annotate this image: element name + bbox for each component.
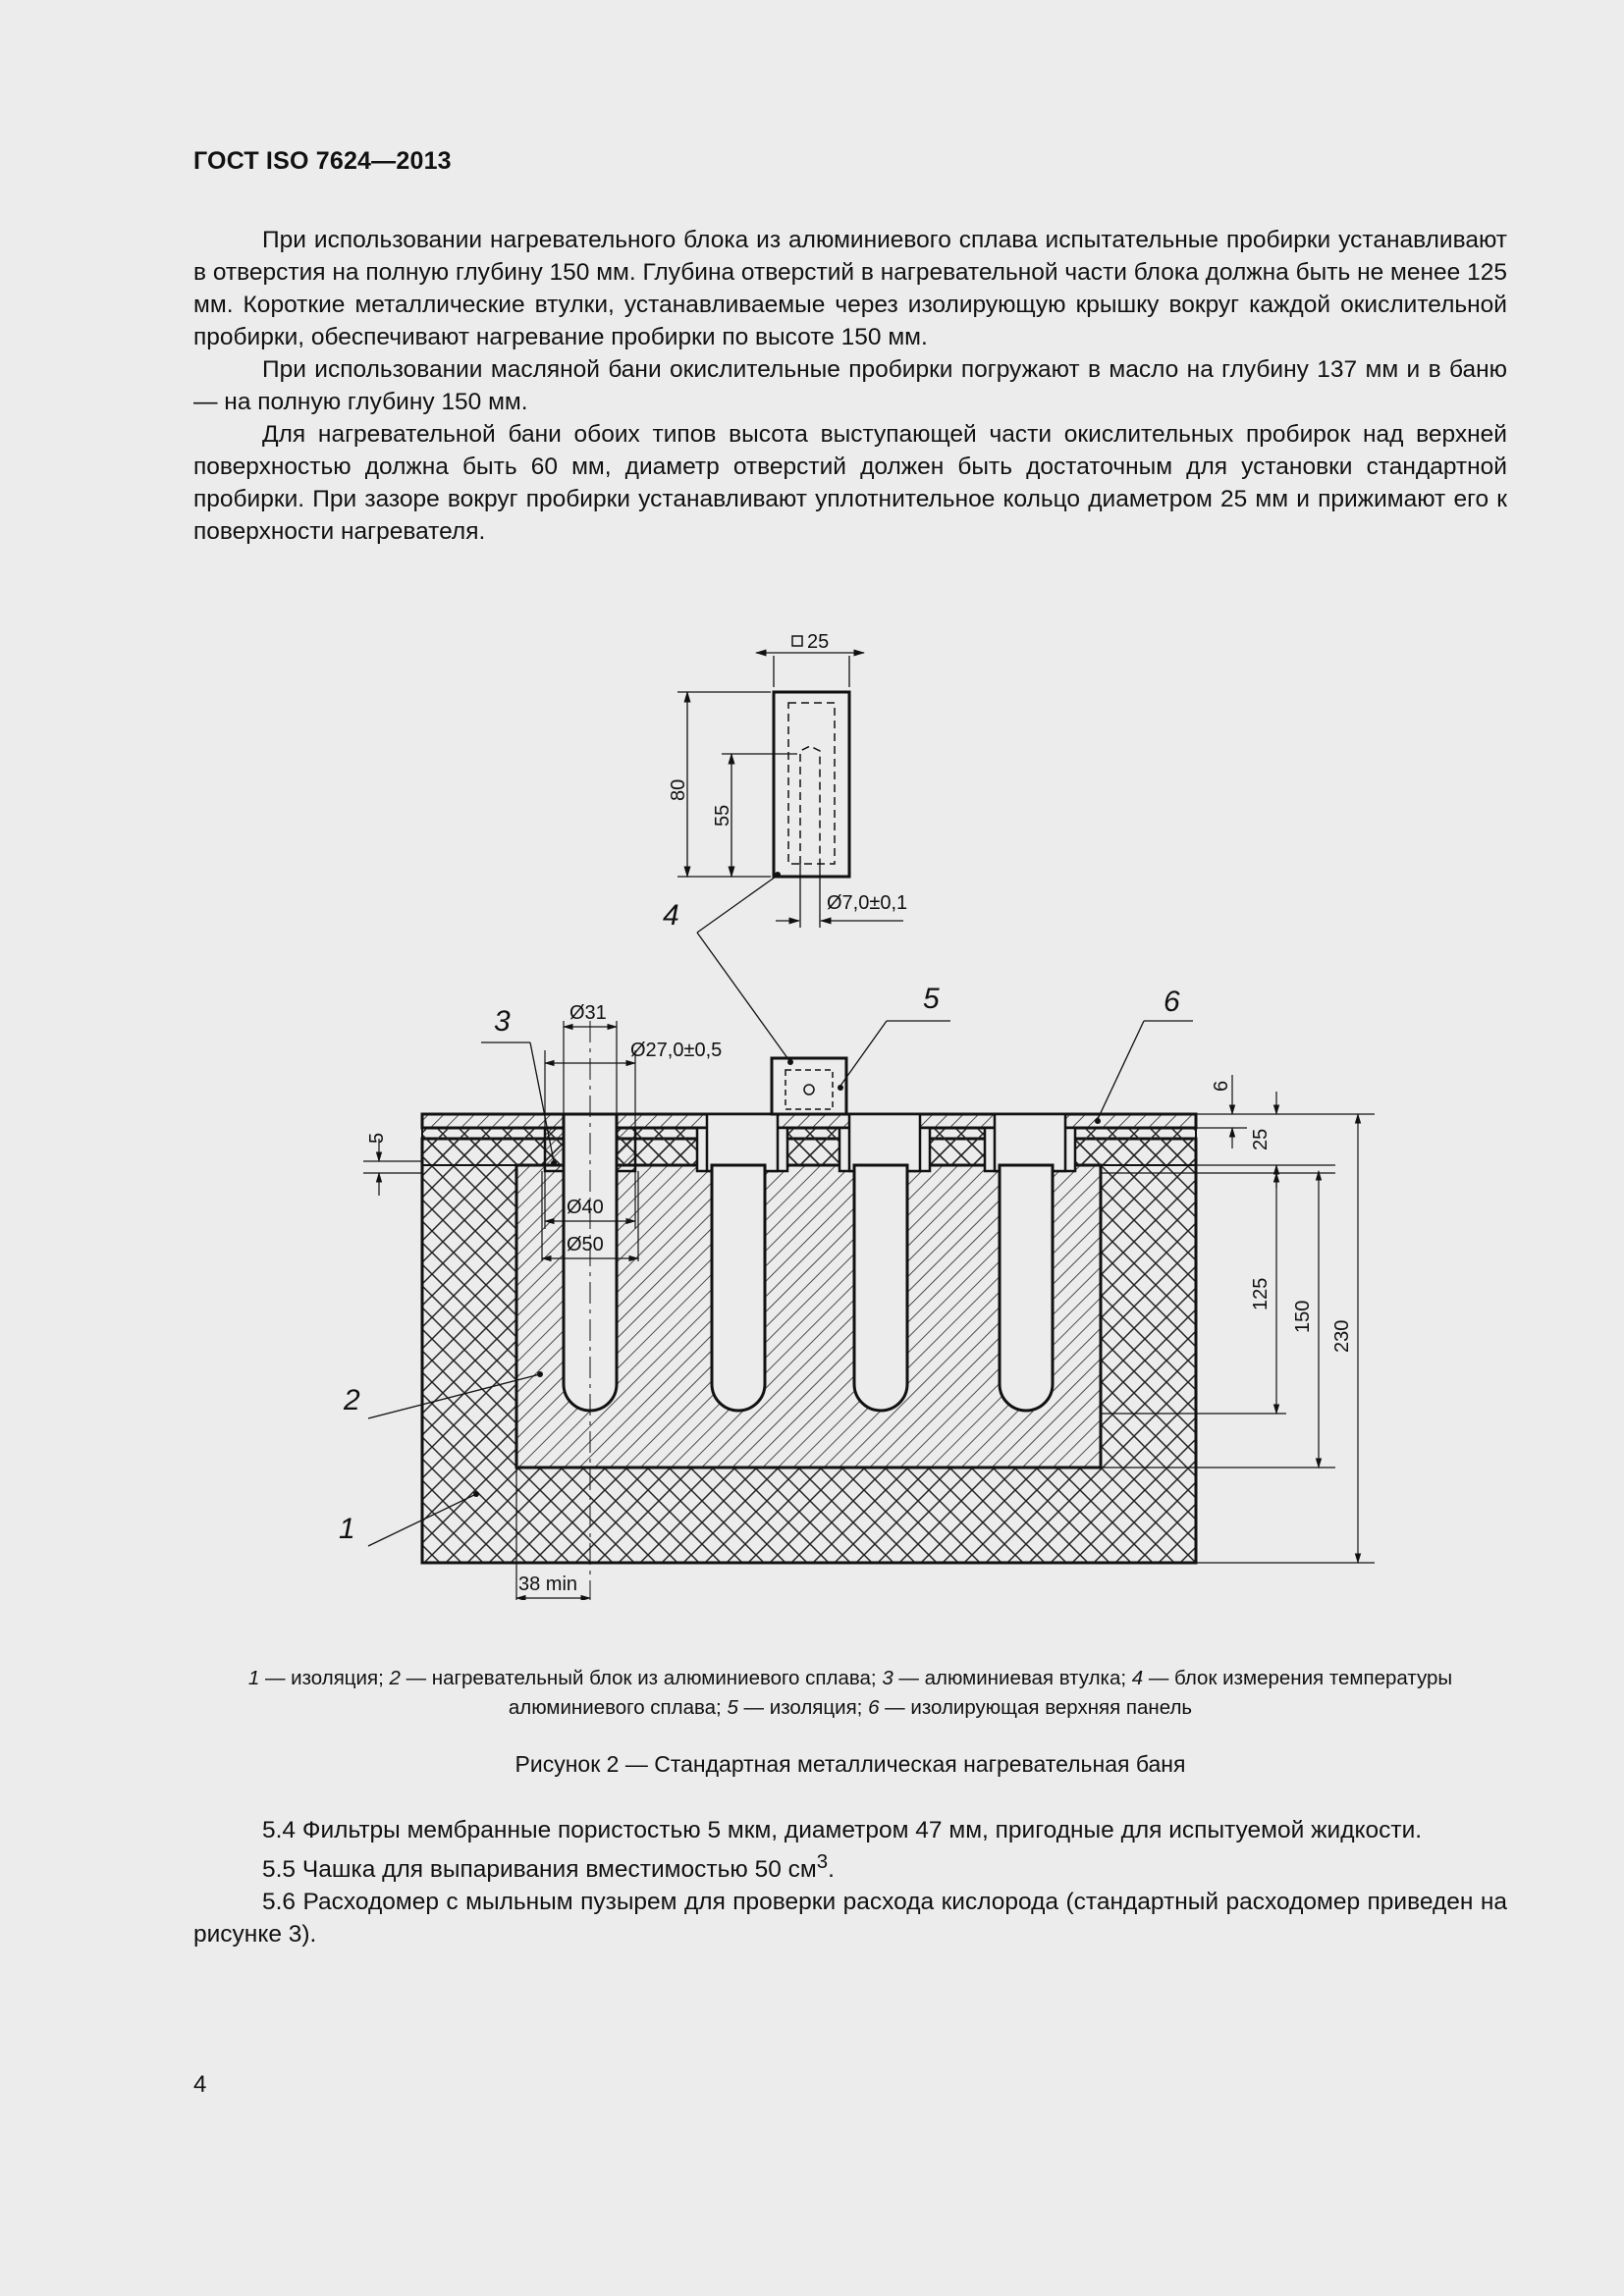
legend-text: — блок измерения температуры — [1143, 1667, 1453, 1689]
paragraph-5-5 — [193, 1846, 1507, 1886]
dim-label: 6 — [1211, 1080, 1232, 1092]
dim-label: 25 — [807, 631, 830, 653]
dim-label: Ø31 — [569, 1002, 607, 1024]
dim-label: 230 — [1331, 1319, 1353, 1353]
tube-3 — [854, 1165, 907, 1411]
dim-label: Ø27,0±0,5 — [630, 1040, 723, 1061]
legend-text: алюминиевого сплава; — [508, 1696, 728, 1719]
legend-num: 2 — [389, 1667, 401, 1689]
p55-text: 5.5 Чашка для выпаривания вместимостью 50 см — [262, 1856, 817, 1884]
legend-num: 4 — [1131, 1667, 1144, 1689]
figure-caption: Рисунок 2 — Стандартная металлическая нагревательная баня — [514, 1751, 1186, 1777]
temperature-block-detail — [774, 692, 849, 877]
document-header: ГОСТ ISO 7624—2013 — [193, 147, 452, 175]
dim-label: 125 — [1250, 1277, 1272, 1310]
dim-label: 38 min — [518, 1574, 578, 1595]
lower-text — [193, 1814, 1507, 1950]
tube-4 — [1000, 1165, 1053, 1411]
paragraph: Для нагревательной бани обоих типов высота выступающей части окислительных пробирок над верхней поверхностью должна быть 60 мм, диаметр отверстий должен быть достаточным для установки стандартной пробирки. При зазоре вокруг пробирки устанавливают уплотнительное кольцо диаметром 25 мм и прижимают его к поверхности нагревателя. — [193, 421, 1507, 545]
legend-num: 6 — [868, 1696, 880, 1719]
paragraph: При использовании нагревательного блока из алюминиевого сплава испытательные пробирки устанавливают в отверстия на полную глубину 150 мм. Глубина отверстий в нагревательной части блока должна быть не менее 125 мм. Короткие металлические втулки, устанавливаемые через изолирующую крышку вокруг каждой окислительной пробирки, обеспечивают нагревание пробирки по высоте 150 мм. — [193, 227, 1507, 350]
legend-text: — изоляция; — [737, 1696, 869, 1719]
dim-label: 25 — [1250, 1128, 1272, 1150]
paragraph-5-6: 5.6 Расходомер с мыльным пузырем для проверки расхода кислорода (стандартный расходомер приведен на рисунке 3). — [193, 1889, 1507, 1949]
page-number: 4 — [193, 2071, 207, 2098]
legend-text: — нагревательный блок из алюминиевого сплава; — [400, 1667, 883, 1689]
dim-label: Ø7,0±0,1 — [827, 892, 908, 914]
technical-drawing — [0, 609, 1624, 1600]
item-number: 5 — [923, 983, 940, 1015]
temperature-block — [772, 1058, 846, 1114]
legend-num: 3 — [882, 1667, 893, 1689]
intro-text — [193, 224, 1507, 548]
legend-text: — изоляция; — [259, 1667, 390, 1689]
dim-label: 150 — [1292, 1300, 1314, 1333]
dim-label: Ø50 — [567, 1234, 604, 1255]
item-number: 6 — [1164, 986, 1180, 1018]
p55-end: . — [828, 1856, 835, 1884]
dim-label: Ø40 — [567, 1197, 604, 1218]
dim-label: 5 — [366, 1132, 388, 1144]
paragraph: При использовании масляной бани окислительные пробирки погружают в масло на глубину 137 мм и в баню — на полную глубину 150 мм. — [193, 356, 1507, 415]
item-number: 1 — [339, 1513, 355, 1545]
figure-legend — [193, 1664, 1507, 1723]
dim-label: 55 — [712, 804, 733, 827]
legend-num: 1 — [247, 1667, 260, 1689]
legend-text: — алюминиевая втулка; — [893, 1667, 1132, 1689]
top-panel — [422, 1114, 1196, 1128]
legend-text: — изолирующая верхняя панель — [879, 1696, 1193, 1719]
figure-2-drawing — [0, 609, 1624, 1600]
item-number: 3 — [494, 1005, 511, 1038]
paragraph-5-4: 5.4 Фильтры мембранные пористостью 5 мкм, диаметром 47 мм, пригодные для испытуемой жидкости. — [262, 1817, 1423, 1843]
p55-sup: 3 — [816, 1851, 829, 1873]
legend-num: 5 — [727, 1696, 738, 1719]
dim-label: 80 — [668, 778, 689, 801]
tube-2 — [712, 1165, 765, 1411]
item-number: 2 — [344, 1384, 360, 1416]
item-number: 4 — [663, 899, 679, 932]
